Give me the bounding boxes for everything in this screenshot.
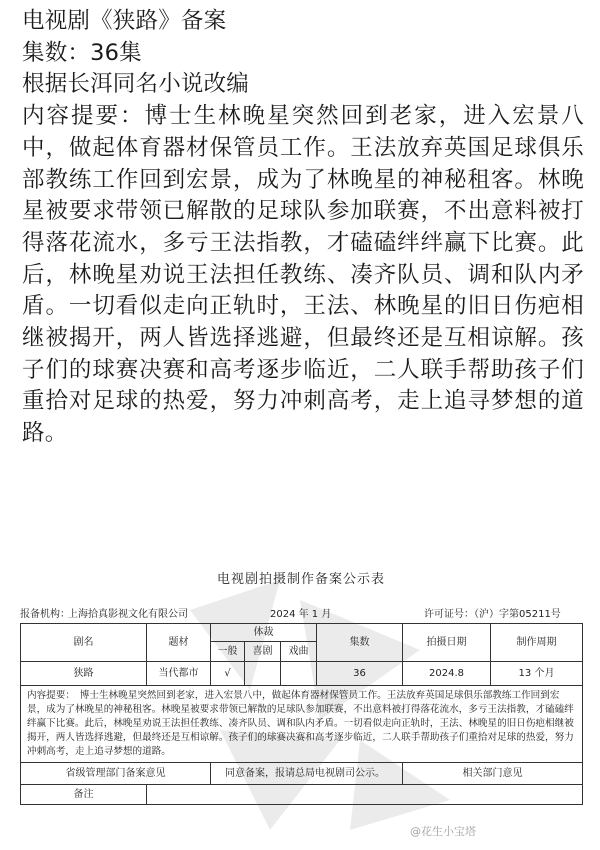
content-summary-cell: 内容提要： 博士生林晚星突然回到老家，进入宏景八中，做起体育器材保管员工作。王法放弃英国足球俱乐部教练工作回到宏景，成为了林晚星的神秘租客。林晚星被要求带领已解散的足球队参加联赛，不出意料被打得落花流水，多亏王法指教，才磕磕绊绊赢下比赛。此后，林晚星劝说王法担任教练、凑齐队员、调和队内矛盾。一切看似走向正轨时，王法、林晚星的旧日伤疤相继被揭开，两人皆选择逃避，但最终还是互相谅解。孩子们的球赛决赛和高考逐步临近，二人联手帮助孩子们重拾对足球的热爱，努力冲刺高考，走上追寻梦想的道路。	[21, 686, 583, 763]
episode-count: 集数：36集	[22, 39, 142, 66]
dept-label: 省级管理部门备案意见	[21, 763, 211, 785]
record-date: 2024 年 1 月	[270, 609, 332, 620]
record-form-image	[20, 560, 582, 845]
table-row	[21, 662, 583, 686]
cell-comedy	[245, 662, 281, 686]
record-meta	[20, 601, 582, 623]
weibo-credit: @花生小宝塔	[410, 825, 476, 838]
cell-episodes: 36	[317, 662, 403, 686]
header-genre: 体裁	[211, 624, 317, 642]
dept-opinion: 同意备案，报请总局电视剧司公示。	[211, 763, 403, 785]
header-genre-opera: 戏曲	[281, 642, 317, 662]
remark-value	[147, 785, 583, 805]
related-label: 相关部门意见	[403, 763, 583, 785]
cell-opera	[281, 662, 317, 686]
header-name: 剧名	[21, 624, 147, 662]
record-form-title: 电视剧拍摄制作备案公示表	[216, 572, 385, 587]
org-label: 报备机构：	[20, 609, 70, 620]
cell-name: 狭路	[21, 662, 147, 686]
top-text	[22, 6, 584, 450]
cell-theme: 当代都市	[147, 662, 211, 686]
header-genre-general: 一般	[211, 642, 245, 662]
header-period: 制作周期	[491, 624, 583, 662]
header-genre-comedy: 喜剧	[245, 642, 281, 662]
header-shoot-date: 拍摄日期	[403, 624, 491, 662]
cell-period: 13 个月	[491, 662, 583, 686]
record-table	[20, 623, 583, 805]
adaptation-note: 根据长洱同名小说改编	[22, 71, 250, 98]
cell-shoot-date: 2024.8	[403, 662, 491, 686]
license-number: 许可证号：（沪）字第05211号	[424, 609, 561, 620]
drama-title: 电视剧《狭路》备案	[22, 8, 227, 34]
remark-label: 备注	[21, 785, 147, 805]
header-theme: 题材	[147, 624, 211, 662]
summary-paragraph: 内容提要：博士生林晚星突然回到老家，进入宏景八中，做起体育器材保管员工作。王法放弃英国足球俱乐部教练工作回到宏景，成为了林晚星的神秘租客。林晚星被要求带领已解散的足球队参加联赛，不出意料被打得落花流水，多亏王法指教，才磕磕绊绊赢下比赛。此后，林晚星劝说王法担任教练、凑齐队员、调和队内矛盾。一切看似走向正轨时，王法、林晚星的旧日伤疤相继被揭开，两人皆选择逃避，但最终还是互相谅解。孩子们的球赛决赛和高考逐步临近，二人联手帮助孩子们重拾对足球的热爱，努力冲刺高考，走上追寻梦想的道路。	[22, 103, 584, 447]
org-name: 上海拾真影视文化有限公司	[68, 609, 188, 620]
cell-general: √	[211, 662, 245, 686]
header-episodes: 集数	[317, 624, 403, 662]
